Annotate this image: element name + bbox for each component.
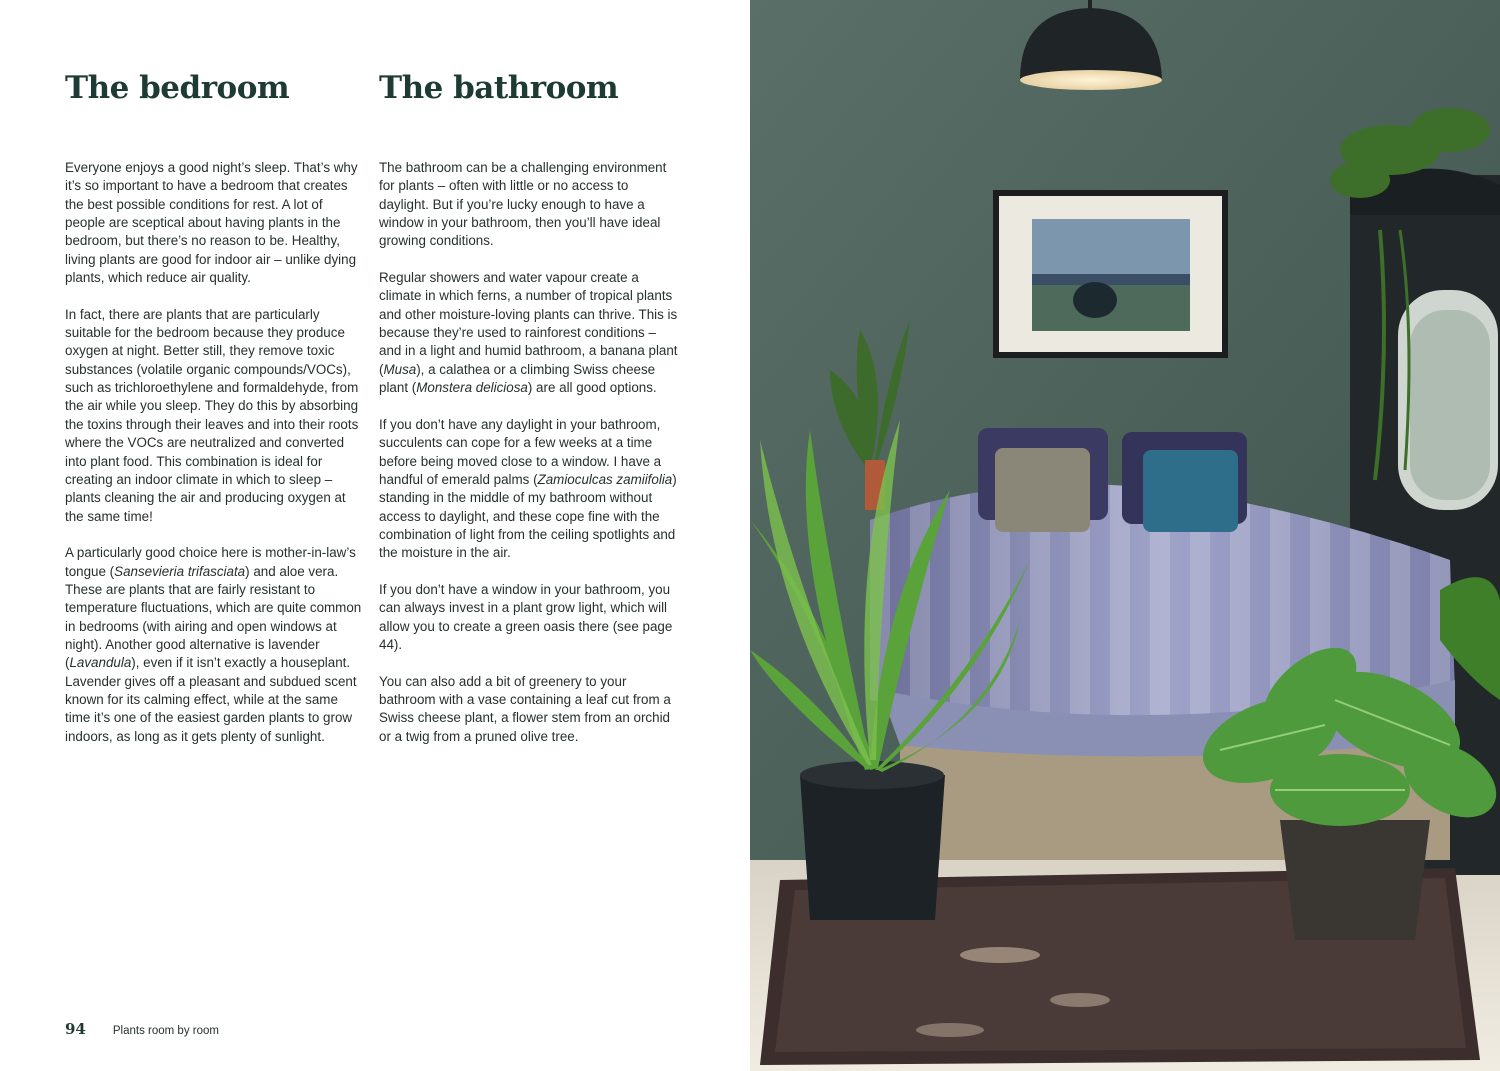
- bathroom-column: [379, 70, 679, 764]
- bedroom-paragraph-2: In fact, there are plants that are particularly suitable for the bedroom because they produce oxygen at night. Better still, they remove toxic substances (volatile organic compounds/VOCs), such as trichloroethylene and formaldehyde, from the air while you sleep. They do this by absorbing the toxins through their leaves and into their roots where the VOCs are neutralized and converted into plant food. This combination is ideal for creating an indoor climate in which to sleep – plants cleaning the air and producing oxygen at the same time!: [65, 306, 359, 524]
- framed-picture: [993, 190, 1228, 358]
- bedroom-column: [65, 70, 365, 764]
- bathroom-paragraph-1: The bathroom can be a challenging environment for plants – often with little or no access to daylight. But if you’re lucky enough to have a window in your bathroom, then you’ll have ideal growing conditions.: [379, 160, 667, 249]
- bedroom-paragraph-3: [65, 544, 365, 746]
- bathroom-paragraph-2: [379, 269, 679, 397]
- text-run: Regular showers and water vapour create a climate in which ferns, a number of tropical plants and other moisture-loving plants can thrive. This is because they’re used to rainforest conditions – and in a light and humid bathroom, a banana plant (: [379, 270, 678, 377]
- bedroom-paragraph-1: Everyone enjoys a good night’s sleep. That’s why it’s so important to have a bedroom that creates the best possible conditions for rest. A lot of people are sceptical about having plants in the bedroom, but there’s no reason to be. Healthy, living plants are good for indoor air – unlike dying plants, which reduce air quality.: [65, 160, 358, 286]
- italic-plant-name: Monstera deliciosa: [416, 380, 528, 396]
- text-run: ) and aloe vera. These are plants that are fairly resistant to temperature fluctuations, which are quite common in bedrooms (with airing and open windows at night). Another good alternative is lavender (: [65, 563, 362, 671]
- bedroom-illustration: [750, 0, 1500, 1071]
- bathroom-paragraph-5: You can also add a bit of greenery to your bathroom with a vase containing a leaf cut from a Swiss cheese plant, a flower stem from an orchid or a twig from a pruned olive tree.: [379, 673, 671, 744]
- text-run: ) are all good options.: [527, 380, 657, 396]
- bedroom-heading: The bedroom: [65, 70, 290, 106]
- bathroom-heading: The bathroom: [379, 70, 619, 106]
- text-run: ), a calathea or a climbing Swiss cheese plant (: [379, 361, 656, 396]
- bathroom-paragraph-4: If you don’t have a window in your bathroom, you can always invest in a plant grow light, which will allow you to create a green oasis there (see page 44).: [379, 581, 673, 652]
- italic-plant-name: Sansevieria trifasciata: [114, 563, 246, 579]
- text-run: A particularly good choice here is mother-in-law’s tongue (: [65, 545, 356, 579]
- page-number: 94: [65, 1020, 86, 1038]
- italic-plant-name: Lavandula: [69, 655, 132, 671]
- text-run: ), even if it isn’t exactly a houseplant. Lavender gives off a pleasant and subdued scent known for its calming effect, while at the same time it’s one of the easiest garden plants to grow indoors, as long as it gets plenty of sunlight.: [65, 655, 357, 744]
- italic-plant-name: Zamioculcas zamiifolia: [537, 471, 673, 487]
- section-title: Plants room by room: [112, 1025, 219, 1037]
- text-run: If you don’t have any daylight in your bathroom, succulents can cope for a few weeks at a time before being moved close to a window. I have a handful of emerald palms (: [379, 416, 662, 487]
- bedroom-photo: [750, 0, 1500, 1071]
- page-footer: [65, 1020, 219, 1038]
- bathroom-paragraph-3: [379, 416, 679, 563]
- italic-plant-name: Musa: [383, 361, 417, 377]
- text-run: ) standing in the middle of my bathroom without access to daylight, and these cope fine with the combination of light from the ceiling spotlights and the moisture in the air.: [379, 471, 677, 561]
